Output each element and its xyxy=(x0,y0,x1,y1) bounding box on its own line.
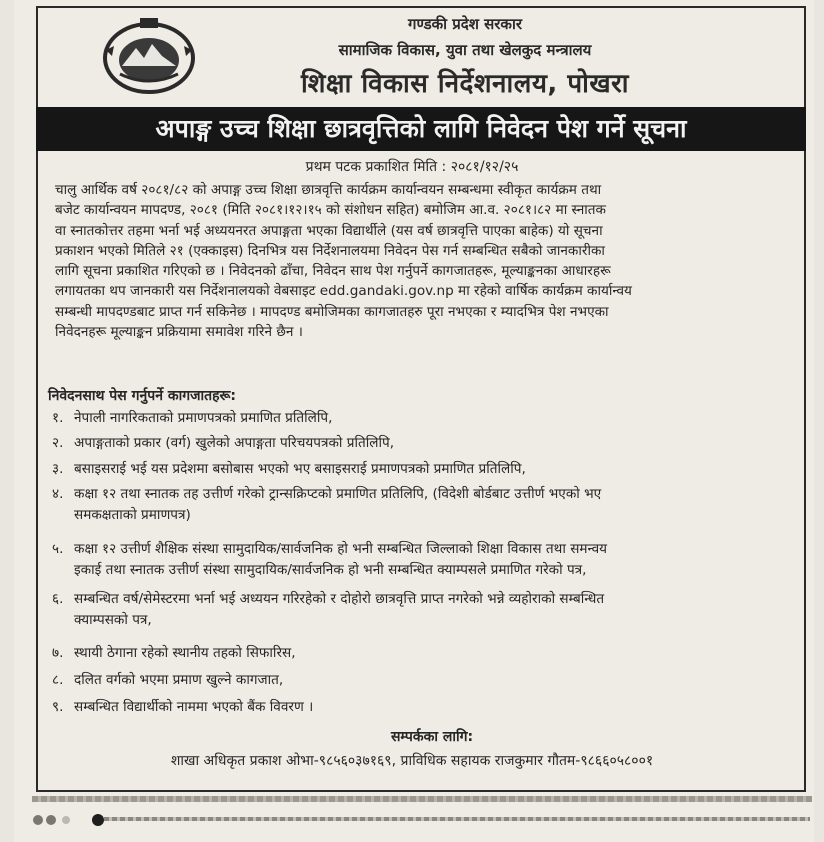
decorative-dots-icon xyxy=(30,812,110,828)
document-item: ८. दलित वर्गको भएमा प्रमाण खुल्ने कागजात, xyxy=(52,672,284,688)
divider xyxy=(104,817,810,821)
body-line: लगायतका थप जानकारी यस निर्देशनालयको वेबसाइट edd.gandaki.gov.np मा रहेको वार्षिक कार्यक्रम कार्यान्वय xyxy=(55,283,632,300)
document-item: १. नेपाली नागरिकताको प्रमाणपत्रको प्रमाणित प्रतिलिपि, xyxy=(52,410,333,426)
documents-heading: निवेदनसाथ पेस गर्नुपर्ने कागजातहरू: xyxy=(48,388,236,404)
document-item: २. अपाङ्गताको प्रकार (वर्ग) खुलेको अपाङ्गता परिचयपत्रको प्रतिलिपि, xyxy=(52,435,395,451)
government-name: गण्डकी प्रदेश सरकार xyxy=(408,15,522,33)
publication-date: प्रथम पटक प्रकाशित मिति : २०८१/१२/२५ xyxy=(305,159,519,175)
body-line: प्रकाशन भएको मितिले २१ (एक्काइस) दिनभित्र यस निर्देशनालयमा निवेदन पेस गर्न सम्बन्धित सबैको जानकारीका xyxy=(55,242,605,259)
document-item: ७. स्थायी ठेगाना रहेको स्थानीय तहको सिफारिस, xyxy=(52,645,296,661)
document-item: ९. सम्बन्धित विद्यार्थीको नाममा भएको बैंक विवरण । xyxy=(52,699,314,715)
contact-details: शाखा अधिकृत प्रकाश ओभा-९८५६०३७१६९, प्राविधिक सहायक राजकुमार गौतम-९८६६०५८००१ xyxy=(170,753,654,769)
body-line: सम्बन्धी मापदण्डबाट प्राप्त गर्न सकिनेछ । मापदण्ड बमोजिमका कागजातहरु पूरा नभएका र म्यादभित्र पेश नभएका xyxy=(55,303,609,320)
document-item: ५. कक्षा १२ उत्तीर्ण शैक्षिक संस्था सामुदायिक/सार्वजनिक हो भनी सम्बन्धित जिल्लाको शिक्षा विकास तथा समन्वय इकाई तथा स्नातक उत्तीर्ण संस्था सामुदायिक/सार्वजनिक हो भनी सम्बन्धित क्याम्पसले प्रमाणित गरेको पत्र, xyxy=(52,541,608,578)
notice-title: अपाङ्ग उच्च शिक्षा छात्रवृत्तिको लागि निवेदन पेश गर्ने सूचना xyxy=(36,107,806,151)
contact-heading: सम्पर्कका लागि: xyxy=(390,729,474,745)
ministry-name: सामाजिक विकास, युवा तथा खेलकुद मन्त्रालय xyxy=(338,41,592,59)
nepal-emblem-icon xyxy=(100,16,198,96)
notice-body xyxy=(55,180,805,342)
body-line: चालु आर्थिक वर्ष २०८१/८२ को अपाङ्ग उच्च शिक्षा छात्रवृत्ति कार्यक्रम कार्यान्वयन सम्बन्धमा स्वीकृत कार्यक्रम तथा xyxy=(55,182,602,198)
body-line: निवेदनहरू मूल्याङ्कन प्रक्रियामा समावेश गरिने छैन । xyxy=(55,324,303,341)
document-item: ६. सम्बन्धित वर्ष/सेमेस्टरमा भर्ना भई अध्ययन गरिरहेको र दोहोरो छात्रवृत्ति प्राप्त नगरेको भन्ने व्यहोराको सम्बन्धित क्याम्पसको पत्र, xyxy=(52,591,605,628)
office-name: शिक्षा विकास निर्देशनालय, पोखरा xyxy=(301,69,629,99)
body-line: बजेट कार्यान्वयन मापदण्ड, २०८१ (मिति २०८१।१२।१५ को संशोधन सहित) बमोजिम आ.व. २०८१।८२ मा स्नातक xyxy=(55,202,606,219)
body-line: लागि सूचना प्रकाशित गरिएको छ । निवेदनको ढाँचा, निवेदन साथ पेश गर्नुपर्ने कागजातहरू, मूल्याङ्कनका आधारहरू xyxy=(55,263,611,280)
divider xyxy=(32,796,812,802)
document-item: ४. कक्षा १२ तथा स्नातक तह उत्तीर्ण गरेको ट्रान्सक्रिप्टको प्रमाणित प्रतिलिपि, (विदेशी बोर्डबाट उत्तीर्ण भएको भए समकक्षताको प्रमाणपत्र) xyxy=(52,486,602,523)
document-item: ३. बसाइसराई भई यस प्रदेशमा बसोबास भएको भए बसाइसराई प्रमाणपत्रको प्रमाणित प्रतिलिपि, xyxy=(52,461,526,477)
body-line: वा स्नातकोत्तर तहमा भर्ना भई अध्ययनरत अपाङ्गता भएका विद्यार्थीले (यस वर्ष छात्रवृत्ति पाएका बाहेक) यो सूचना xyxy=(55,222,603,239)
